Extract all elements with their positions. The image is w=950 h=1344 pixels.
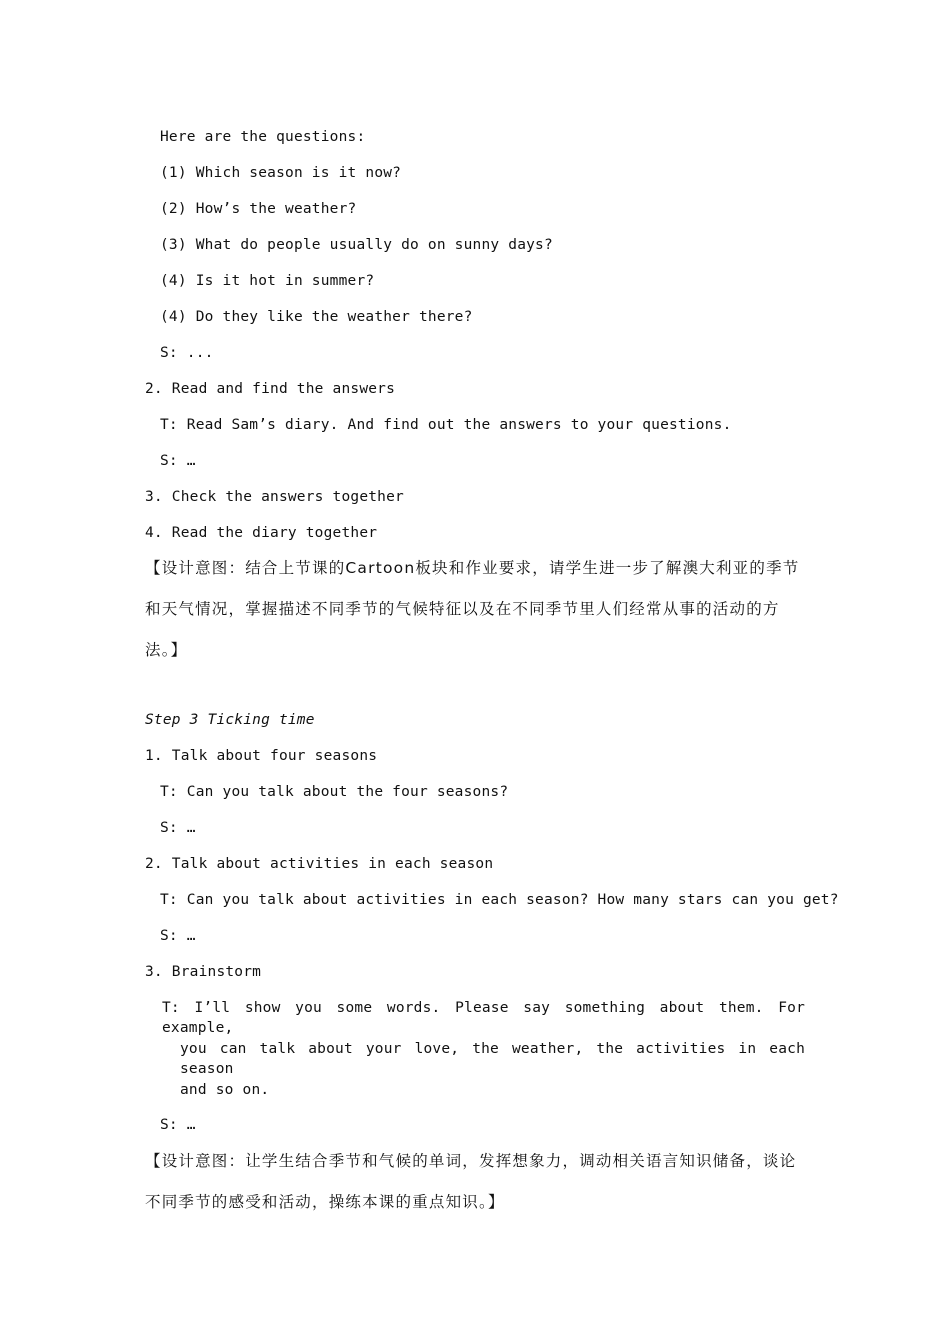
design-note-2-line-2: 不同季节的感受和活动，操练本课的重点知识。】 <box>145 1193 505 1211</box>
item3-teacher-line-3: and so on. <box>180 1082 270 1098</box>
step-read-diary-title: 4. Read the diary together <box>145 525 378 541</box>
step-read-find-title: 2. Read and find the answers <box>145 381 396 397</box>
question-5: (4) Do they like the weather there? <box>160 309 473 325</box>
item1-student: S: … <box>160 820 196 836</box>
question-2: (2) How’s the weather? <box>160 201 357 217</box>
item3-title: 3. Brainstorm <box>145 964 262 980</box>
question-4: (4) Is it hot in summer? <box>160 273 375 289</box>
question-1: (1) Which season is it now? <box>160 165 402 181</box>
item3-teacher-line-2: you can talk about your love, the weather, the activities in each season <box>180 1041 805 1077</box>
question-3: (3) What do people usually do on sunny days? <box>160 237 553 253</box>
step-read-find-teacher: T: Read Sam’s diary. And find out the answers to your questions. <box>160 417 732 433</box>
step-read-find-student: S: … <box>160 453 196 469</box>
item1-title: 1. Talk about four seasons <box>145 748 378 764</box>
design-note-1-line-1: 【设计意图：结合上节课的Cartoon板块和作业要求，请学生进一步了解澳大利亚的季节 <box>145 559 800 577</box>
design-note-2-line-1: 【设计意图：让学生结合季节和气候的单词，发挥想象力，调动相关语言知识储备，谈论 <box>145 1152 797 1170</box>
design-note-1-line-3: 法。】 <box>145 641 188 659</box>
item2-student: S: … <box>160 928 196 944</box>
item1-teacher: T: Can you talk about the four seasons? <box>160 784 509 800</box>
item3-teacher-line-1: T: I’ll show you some words. Please say something about them. For example, <box>162 1000 805 1036</box>
step3-heading: Step 3 Ticking time <box>145 712 315 728</box>
item2-title: 2. Talk about activities in each season <box>145 856 494 872</box>
step-check-title: 3. Check the answers together <box>145 489 404 505</box>
questions-intro: Here are the questions: <box>160 129 366 145</box>
student-reply: S: ... <box>160 345 214 361</box>
item2-teacher: T: Can you talk about activities in each season? How many stars can you get? <box>160 892 839 908</box>
item3-student: S: … <box>160 1117 196 1133</box>
design-note-1-line-2: 和天气情况，掌握描述不同季节的气候特征以及在不同季节里人们经常从事的活动的方 <box>145 600 780 618</box>
